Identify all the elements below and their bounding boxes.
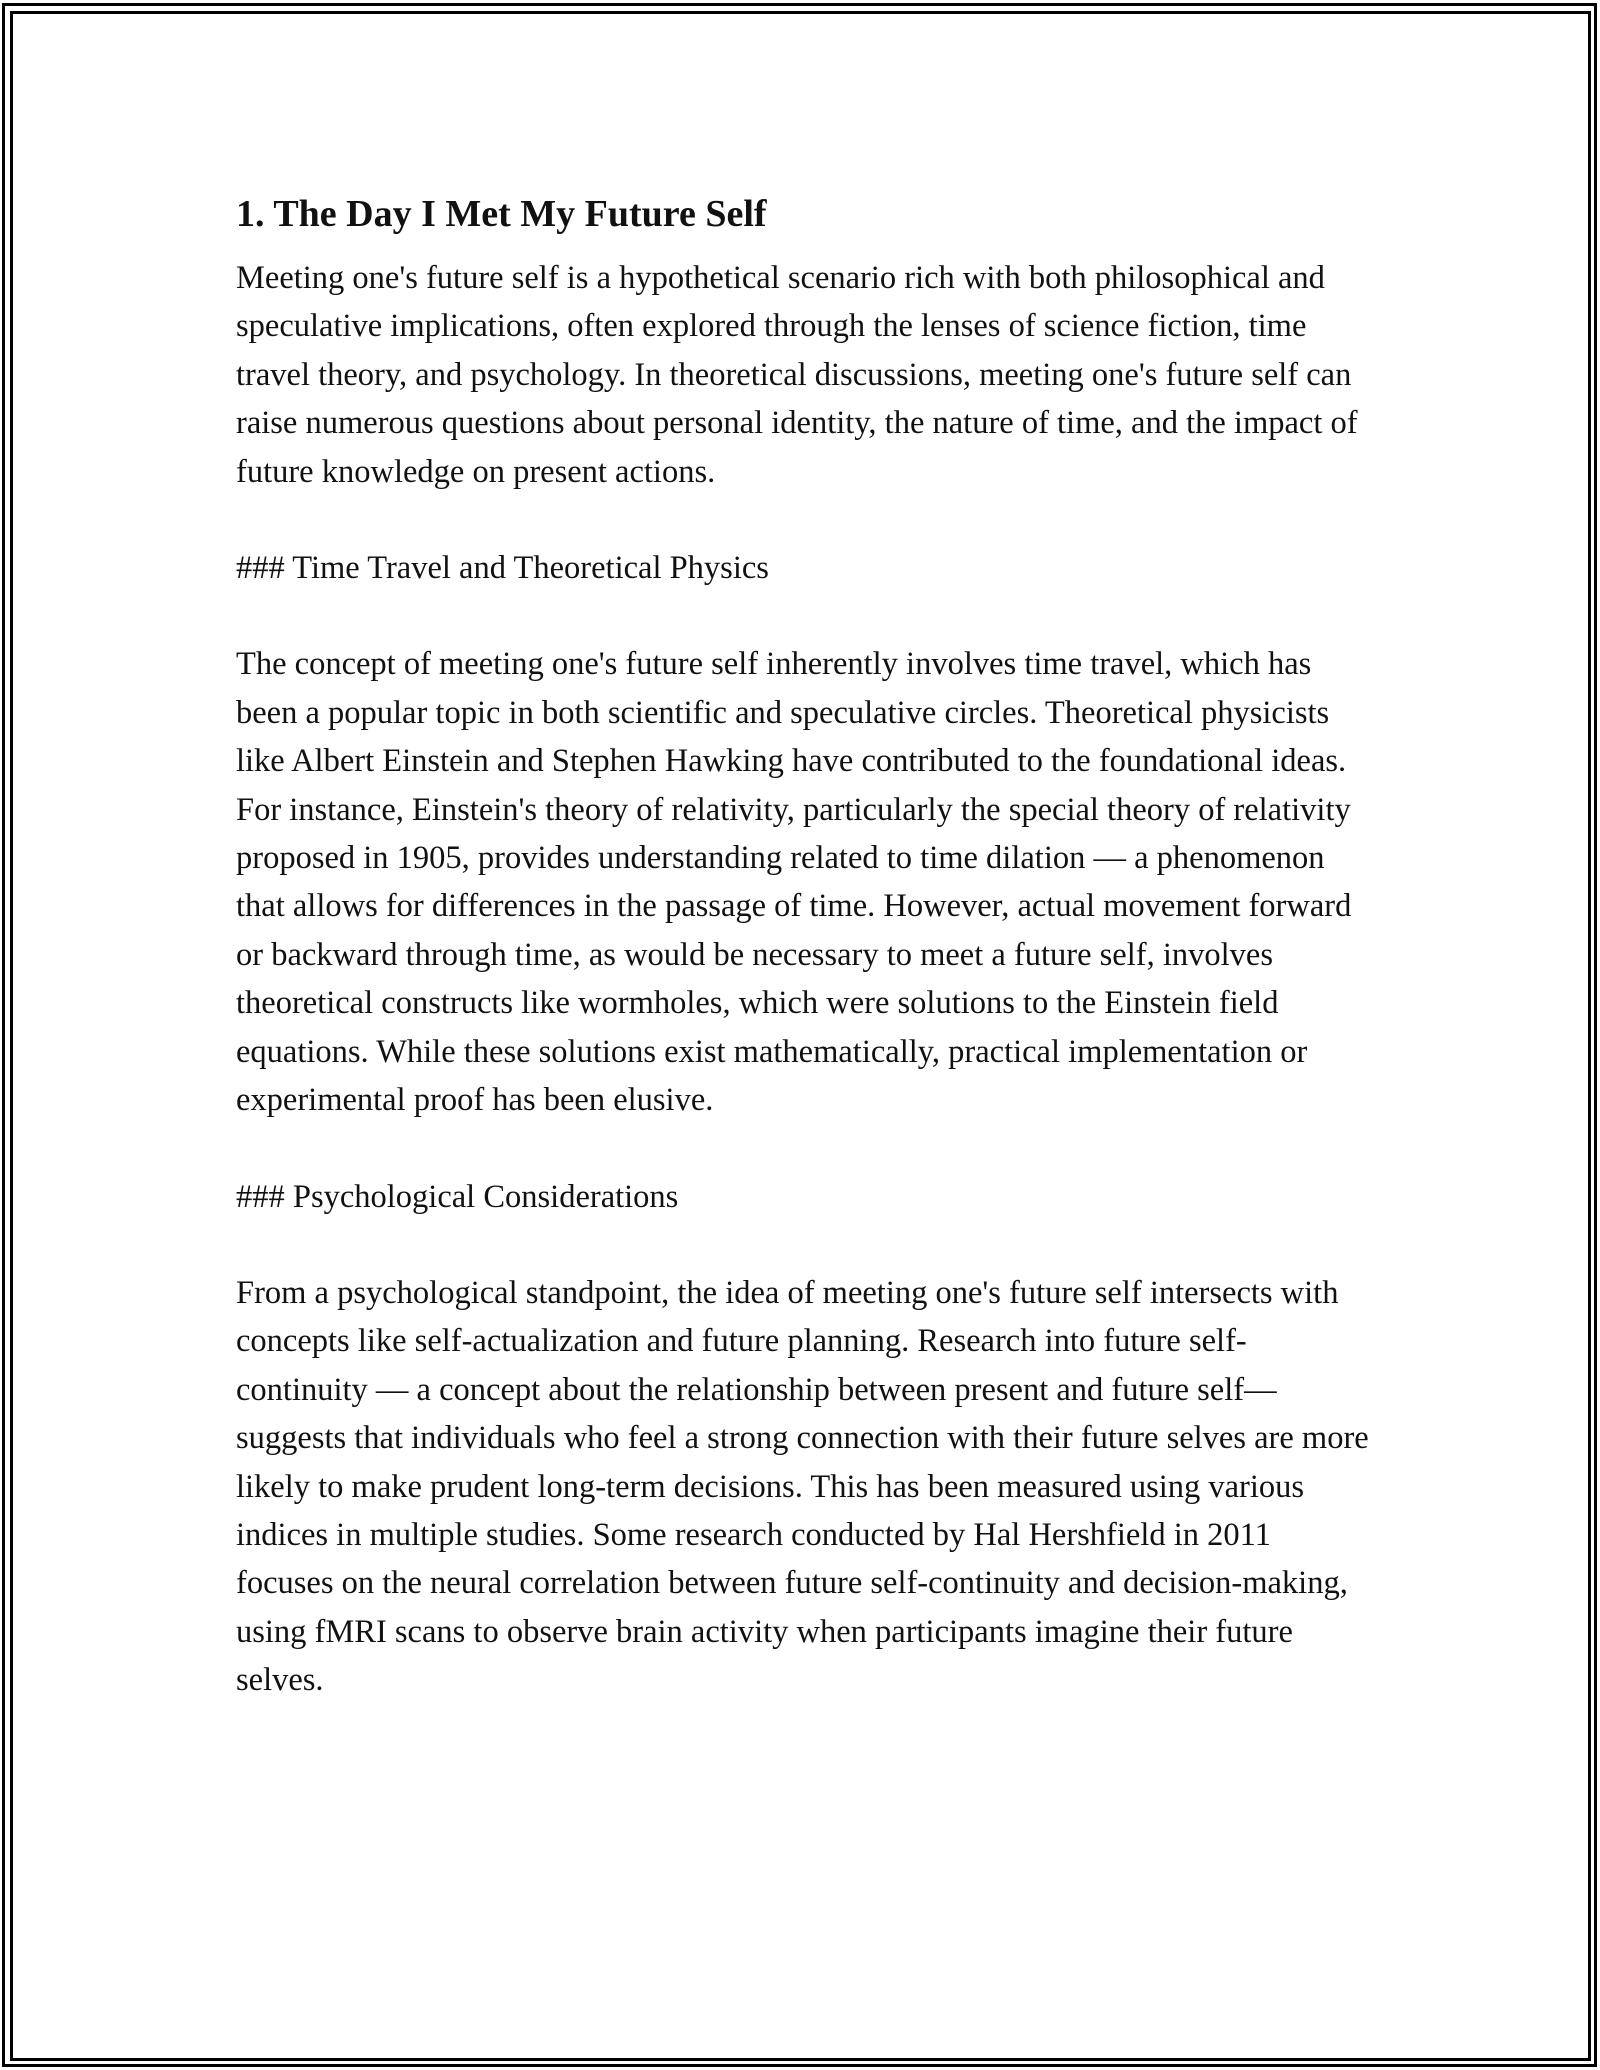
section-heading-time-travel: ### Time Travel and Theoretical Physics (236, 550, 769, 587)
section-body-psychological: From a psychological standpoint, the idea of meeting one's future self intersects with concepts like self-actualization and future planning. Research into future self-continuity — a concept about the relationship between present and future self— suggests that individuals who feel a strong connection with their future selves are more likely to make prudent long-term decisions. This has been measured using various indices in multiple studies. Some research conducted by Hal Hershfield in 2011 focuses on the neural correlation between future self-continuity and decision-making, using fMRI scans to observe brain activity when participants imagine their future selves. (236, 1274, 1369, 1699)
section-body-time-travel: The concept of meeting one's future self inherently involves time travel, which has been a popular topic in both scientific and speculative circles. Theoretical physicists like Albert Einstein and Stephen Hawking have contributed to the foundational ideas. For instance, Einstein's theory of relativity, particularly the special theory of relativity proposed in 1905, provides understanding related to time dilation — a phenomenon that allows for differences in the passage of time. However, actual movement forward or backward through time, as would be necessary to meet a future self, involves theoretical constructs like wormholes, which were solutions to the Einstein field equations. While these solutions exist mathematically, practical implementation or experimental proof has been elusive. (236, 646, 1352, 1119)
section-heading-psychological: ### Psychological Considerations (236, 1178, 679, 1215)
document-title: 1. The Day I Met My Future Self (236, 193, 767, 235)
intro-paragraph: Meeting one's future self is a hypothetical scenario rich with both philosophical and speculative implications, often explored through the lenses of science fiction, time travel theory, and psychology. In theoretical discussions, meeting one's future self can raise numerous questions about personal identity, the nature of time, and the impact of future knowledge on present actions. (236, 260, 1358, 490)
document-body (236, 186, 1376, 1753)
